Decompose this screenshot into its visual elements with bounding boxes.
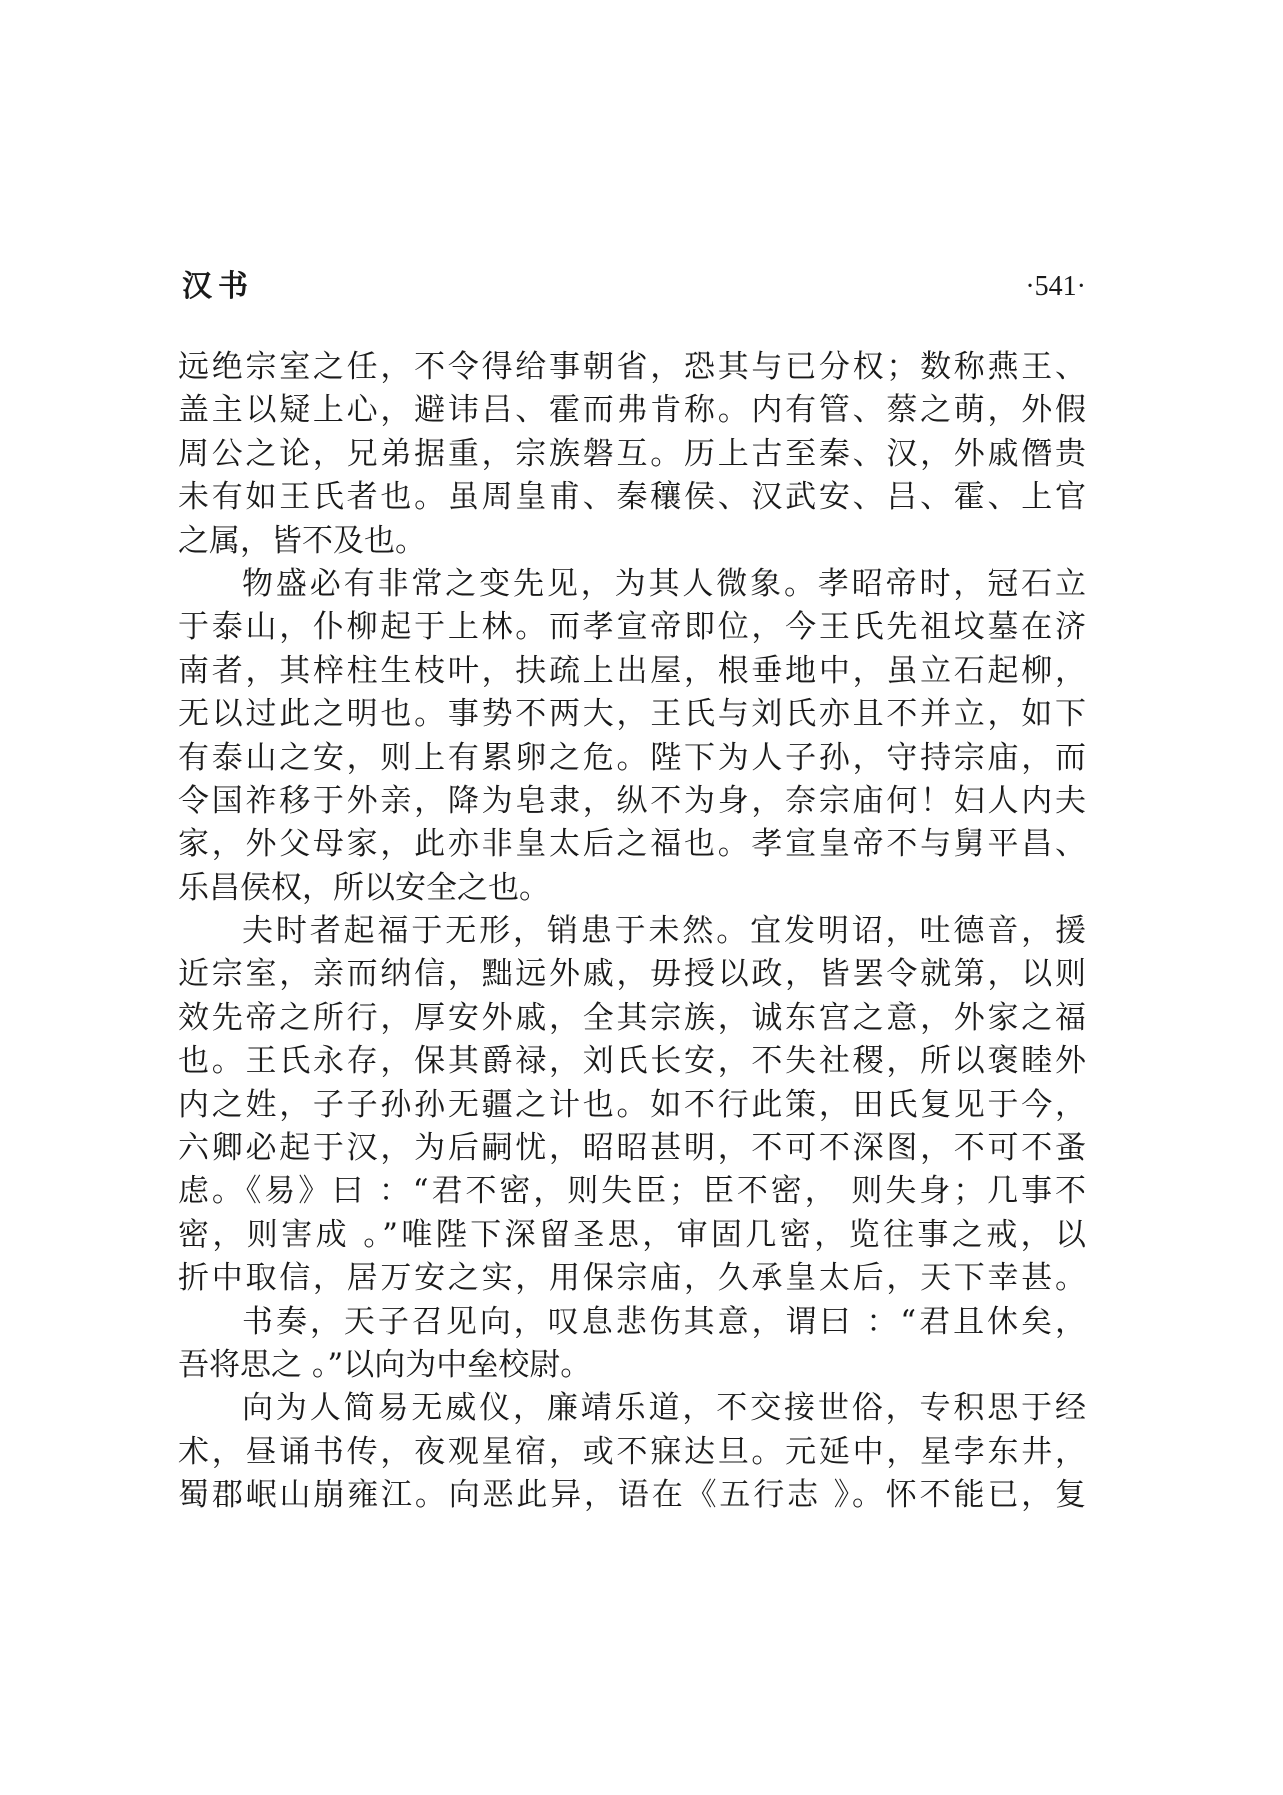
book-title: 汉书 [182,269,254,304]
text-line: 蜀郡岷山崩雍江。向恶此异，语在《五行志 》。怀不能已，复 [178,1477,1086,1514]
text-line: 夫时者起福于无形，销患于未然。宜发明诏，吐德音，援 [242,913,1086,950]
text-line: 术，昼诵书传，夜观星宿，或不寐达旦。元延中，星孛东井， [178,1433,1086,1470]
text-line: 书奏，天子召见向，叹息悲伤其意，谓曰 ：“君且休矣， [242,1303,1086,1340]
text-line: 向为人简易无威仪，廉靖乐道，不交接世俗，专积思于经 [242,1390,1086,1427]
text-line: 近宗室，亲而纳信，黜远外戚，毋授以政，皆罢令就第，以则 [178,956,1086,993]
page-number: ·541· [1025,271,1086,302]
text-line: 有泰山之安，则上有累卵之危。陛下为人子孙，守持宗庙，而 [178,739,1086,776]
body-text [178,346,1086,1518]
text-line: 效先帝之所行，厚安外戚，全其宗族，诚东宫之意，外家之福 [178,999,1086,1036]
text-line: 密，则害成 。”唯陛下深留圣思，审固几密，览往事之戒，以 [178,1216,1086,1253]
text-line: 也。王氏永存，保其爵禄，刘氏长安，不失社稷，所以褒睦外 [178,1043,1086,1080]
text-line: 周公之论，兄弟据重，宗族磐互。历上古至秦、汉，外戚僭贵 [178,435,1086,472]
text-line: 内之姓，子子孙孙无疆之计也。如不行此策，田氏复见于今， [178,1086,1086,1123]
text-line: 物盛必有非常之变先见，为其人微象。孝昭帝时，冠石立 [242,565,1086,602]
text-line: 盖主以疑上心，避讳吕、霍而弗肯称。内有管、蔡之萌，外假 [178,392,1086,429]
text-line: 无以过此之明也。事势不两大，王氏与刘氏亦且不并立，如下 [178,696,1086,733]
page-header [178,262,1086,312]
text-line: 吾将思之 。”以向为中垒校尉。 [178,1346,592,1383]
text-line: 虑。《易》曰 ：“君不密，则失臣；臣不密， 则失身；几事不 [178,1173,1086,1210]
text-line: 乐昌侯权，所以安全之也。 [178,869,550,906]
text-line: 令国祚移于外亲，降为皂隶，纵不为身，奈宗庙何！妇人内夫 [178,782,1086,819]
text-line: 南者，其梓柱生枝叶，扶疏上出屋，根垂地中，虽立石起柳， [178,652,1086,689]
text-line: 之属，皆不及也。 [178,522,426,559]
text-line: 家，外父母家，此亦非皇太后之福也。孝宣皇帝不与舅平昌、 [178,826,1086,863]
text-line: 于泰山，仆柳起于上林。而孝宣帝即位，今王氏先祖坟墓在济 [178,609,1086,646]
text-line: 未有如王氏者也。虽周皇甫、秦穰侯、汉武安、吕、霍、上官 [178,479,1086,516]
text-line: 折中取信，居万安之实，用保宗庙，久承皇太后，天下幸甚。 [178,1260,1086,1297]
text-line: 远绝宗室之任，不令得给事朝省，恐其与已分权；数称燕王、 [178,349,1086,385]
text-line: 六卿必起于汉，为后嗣忧，昭昭甚明，不可不深图，不可不蚤 [178,1130,1086,1167]
